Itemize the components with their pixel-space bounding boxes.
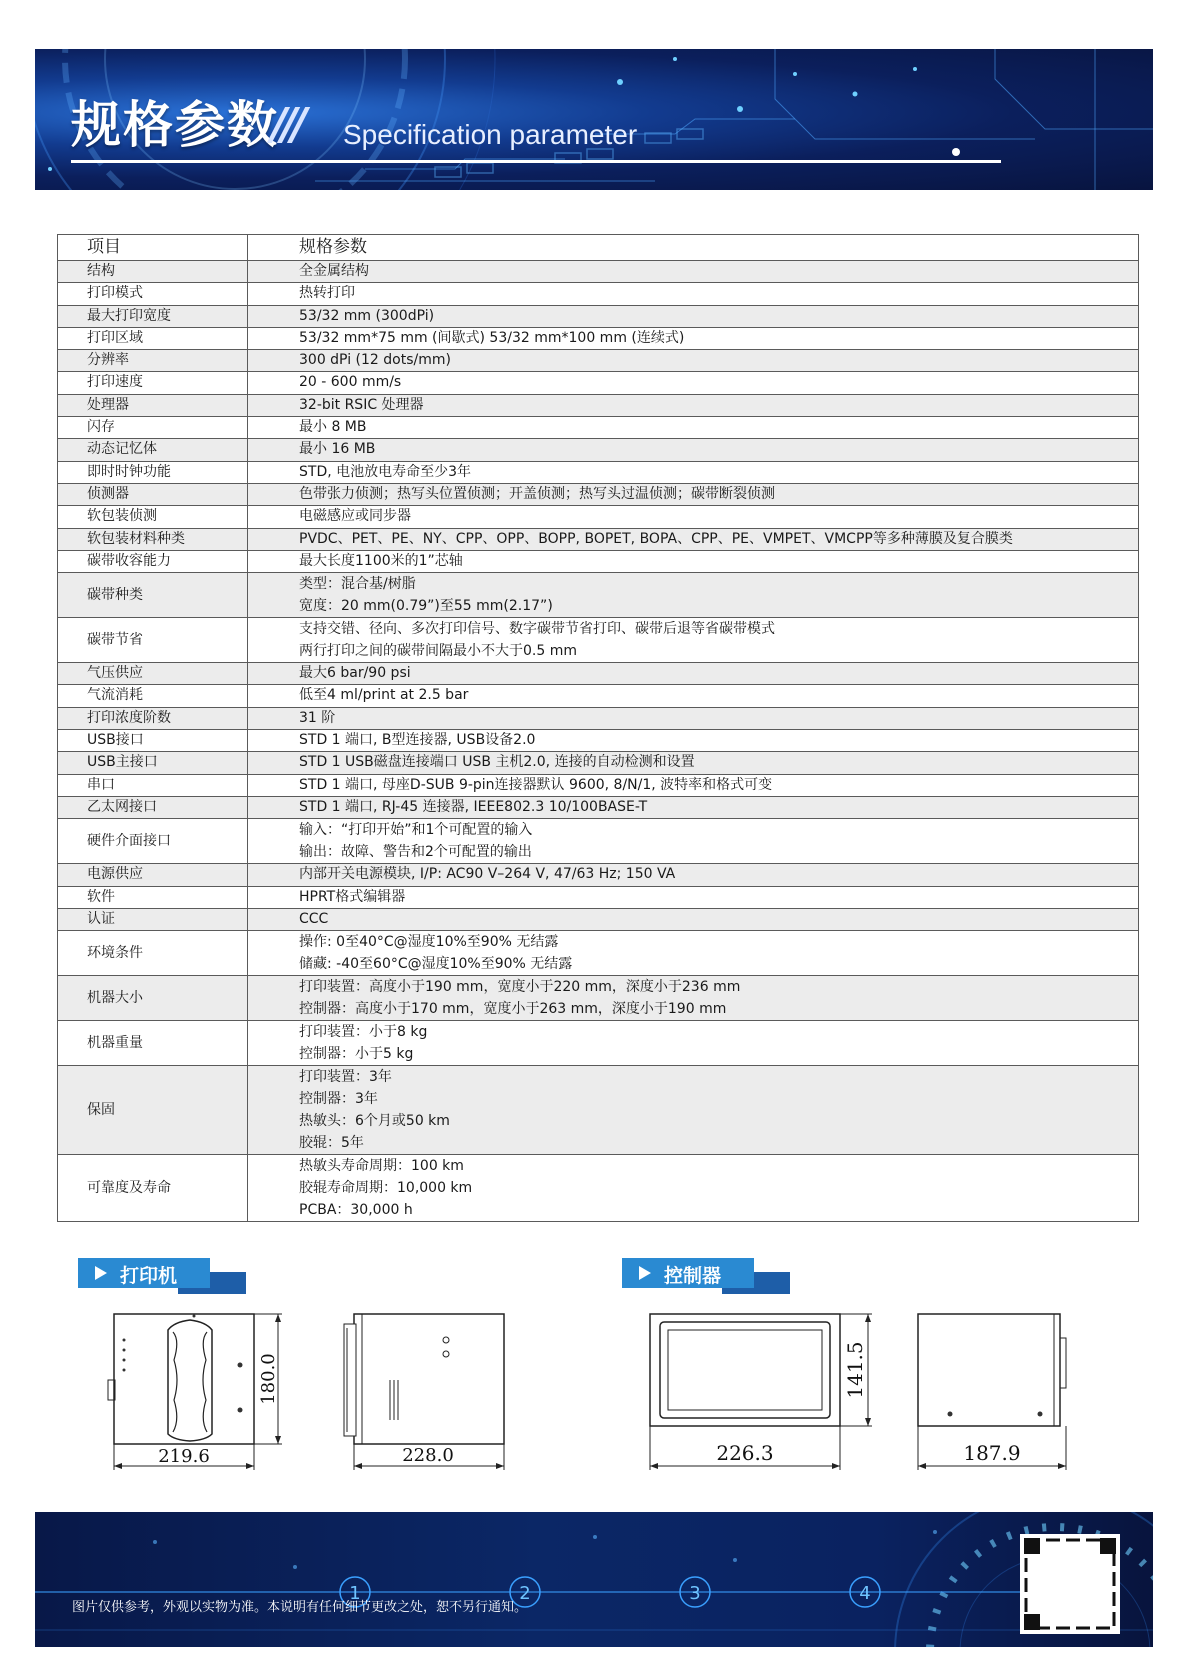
- title-underline: [71, 160, 1001, 163]
- row-label: 即时时钟功能: [58, 461, 248, 483]
- row-value-line: STD 1 端口, RJ-45 连接器, IEEE802.3 10/100BASE-T: [299, 798, 648, 815]
- row-value: [248, 483, 1139, 505]
- table-row: [58, 685, 1139, 707]
- row-value-line: 类型：混合基/树脂: [299, 576, 416, 593]
- table-row: [58, 350, 1139, 372]
- underline-dot: [952, 148, 960, 156]
- row-label: 分辨率: [58, 350, 248, 372]
- row-value-line: 热敏头寿命周期：100 km: [299, 1158, 464, 1175]
- page-subtitle: Specification parameter: [343, 119, 638, 150]
- row-value-line: 低至4 ml/print at 2.5 bar: [299, 687, 469, 704]
- page-title: 规格参数: [71, 96, 279, 154]
- row-label: 电源供应: [58, 864, 248, 886]
- table-row: [58, 707, 1139, 729]
- row-value: [248, 461, 1139, 483]
- row-value-line: 打印装置：小于8 kg: [299, 1024, 428, 1041]
- table-row: [58, 886, 1139, 908]
- row-value-line: 输入：“打印开始”和1个可配置的输入: [299, 822, 533, 839]
- row-label: USB主接口: [58, 752, 248, 774]
- table-row: [58, 283, 1139, 305]
- table-row: [58, 528, 1139, 550]
- row-value-line: PCBA：30,000 h: [299, 1202, 413, 1219]
- row-label: 最大打印宽度: [58, 305, 248, 327]
- spec-table: [57, 234, 1139, 1222]
- row-value: [248, 261, 1139, 283]
- row-value-line: 胶辊：5年: [299, 1135, 364, 1152]
- row-value-line: 20 - 600 mm/s: [299, 374, 402, 391]
- row-value: [248, 618, 1139, 663]
- table-row: [58, 483, 1139, 505]
- table-row: [58, 774, 1139, 796]
- row-label: 机器重量: [58, 1021, 248, 1066]
- row-value-line: STD 1 USB磁盘连接端口 USB 主机2.0, 连接的自动检测和设置: [299, 754, 695, 771]
- row-label: 结构: [58, 261, 248, 283]
- row-label: 气流消耗: [58, 685, 248, 707]
- row-label: USB接口: [58, 730, 248, 752]
- row-label: 碳带种类: [58, 573, 248, 618]
- printer-width-label: 219.6: [158, 1446, 210, 1467]
- row-label: 机器大小: [58, 976, 248, 1021]
- play-icon: [639, 1266, 651, 1280]
- row-value-line: 最小 8 MB: [299, 419, 367, 436]
- table-row: [58, 752, 1139, 774]
- row-value: [248, 417, 1139, 439]
- spec-table-body: [58, 261, 1139, 1222]
- row-value: [248, 1066, 1139, 1155]
- row-label: 闪存: [58, 417, 248, 439]
- table-row: [58, 261, 1139, 283]
- controller-height-label: 141.5: [843, 1341, 867, 1399]
- table-row: [58, 394, 1139, 416]
- controller-label: 控制器: [622, 1258, 790, 1296]
- row-value-line: 全金属结构: [299, 263, 369, 279]
- table-row: [58, 730, 1139, 752]
- row-value-line: CCC: [299, 910, 329, 927]
- row-label: 处理器: [58, 394, 248, 416]
- qr-code: [1020, 1534, 1120, 1634]
- step-4: 4: [859, 1583, 871, 1604]
- row-label: 认证: [58, 908, 248, 930]
- row-value: [248, 506, 1139, 528]
- table-row: [58, 618, 1139, 663]
- row-value-line: 胶辊寿命周期：10,000 km: [299, 1180, 473, 1197]
- row-label: 硬件介面接口: [58, 819, 248, 864]
- table-row: [58, 796, 1139, 818]
- row-label: 可靠度及寿命: [58, 1155, 248, 1222]
- row-label: 打印区域: [58, 327, 248, 349]
- row-value-line: 支持交错、径向、多次打印信号、数字碳带节省打印、碳带后退等省碳带模式: [299, 621, 775, 638]
- table-row: [58, 908, 1139, 930]
- footer-banner: [35, 1512, 1153, 1647]
- row-value: [248, 327, 1139, 349]
- header-banner: [35, 49, 1153, 190]
- row-value-line: 53/32 mm*75 mm (间歇式) 53/32 mm*100 mm (连续式): [299, 329, 685, 346]
- row-value: [248, 550, 1139, 572]
- row-value-line: PVDC、PET、PE、NY、CPP、OPP、BOPP, BOPET, BOPA、CPP、PE、VMPET、VMCPP等多种薄膜及复合膜类: [299, 530, 1013, 547]
- row-value: [248, 439, 1139, 461]
- row-label: 打印浓度阶数: [58, 707, 248, 729]
- row-value-line: 打印装置：高度小于190 mm，宽度小于220 mm，深度小于236 mm: [299, 979, 741, 996]
- row-value-line: 电磁感应或同步器: [299, 508, 411, 525]
- row-value: [248, 730, 1139, 752]
- row-value-line: 最大6 bar/90 psi: [299, 665, 411, 682]
- table-row: [58, 372, 1139, 394]
- footer-disclaimer: 图片仅供参考，外观以实物为准。本说明有任何细节更改之处，恕不另行通知。: [72, 1600, 528, 1615]
- table-row: [58, 506, 1139, 528]
- row-label: 气压供应: [58, 663, 248, 685]
- table-row: [58, 439, 1139, 461]
- row-value-line: 热敏头：6个月或50 km: [299, 1113, 450, 1130]
- row-label: 打印速度: [58, 372, 248, 394]
- row-value-line: 储藏: -40至60°C@湿度10%至90% 无结露: [299, 956, 573, 973]
- row-value: [248, 752, 1139, 774]
- row-value: [248, 931, 1139, 976]
- row-value: [248, 774, 1139, 796]
- row-value-line: 最大长度1100米的1”芯轴: [299, 552, 463, 569]
- row-value-line: 31 阶: [299, 709, 336, 726]
- row-label: 软件: [58, 886, 248, 908]
- row-value: [248, 305, 1139, 327]
- controller-drawing: [640, 1308, 1110, 1478]
- row-value-line: 控制器：高度小于170 mm，宽度小于263 mm，深度小于190 mm: [299, 1001, 727, 1018]
- row-value: [248, 886, 1139, 908]
- row-label: 保固: [58, 1066, 248, 1155]
- row-value: [248, 663, 1139, 685]
- row-label: 软包装侦测: [58, 506, 248, 528]
- row-value-line: STD, 电池放电寿命至少3年: [299, 463, 472, 480]
- step-3: 3: [689, 1583, 701, 1604]
- row-value-line: 两行打印之间的碳带间隔最小不大于0.5 mm: [299, 643, 577, 660]
- table-row: [58, 931, 1139, 976]
- row-label: 碳带节省: [58, 618, 248, 663]
- row-value-line: STD 1 端口, B型连接器, USB设备2.0: [299, 732, 536, 749]
- footer-decoration: [35, 1512, 1153, 1647]
- row-value-line: 宽度：20 mm(0.79”)至55 mm(2.17”): [299, 598, 553, 615]
- printer-drawing: [100, 1310, 520, 1480]
- row-value-line: 最小 16 MB: [299, 441, 376, 458]
- row-value: [248, 908, 1139, 930]
- row-label: 串口: [58, 774, 248, 796]
- row-label: 环境条件: [58, 931, 248, 976]
- row-label: 乙太网接口: [58, 796, 248, 818]
- row-value: [248, 573, 1139, 618]
- row-value: [248, 685, 1139, 707]
- row-value: [248, 796, 1139, 818]
- table-row: [58, 305, 1139, 327]
- row-label: 动态记忆体: [58, 439, 248, 461]
- row-label: 软包装材料种类: [58, 528, 248, 550]
- row-label: 碳带收容能力: [58, 550, 248, 572]
- row-value-line: 内部开关电源模块, I/P: AC90 V–264 V, 47/63 Hz; 150 VA: [299, 866, 676, 883]
- table-row: [58, 663, 1139, 685]
- row-value: [248, 864, 1139, 886]
- step-2: 2: [519, 1583, 531, 1604]
- table-row: [58, 550, 1139, 572]
- row-value-line: 控制器：小于5 kg: [299, 1046, 414, 1063]
- row-value-line: 操作: 0至40°C@湿度10%至90% 无结露: [299, 934, 559, 951]
- row-value: [248, 976, 1139, 1021]
- row-value-line: 控制器：3年: [299, 1091, 378, 1108]
- row-label: 侦测器: [58, 483, 248, 505]
- row-value-line: 53/32 mm (300dPi): [299, 307, 435, 324]
- row-value-line: 热转打印: [299, 285, 355, 302]
- printer-label: 打印机: [78, 1258, 246, 1296]
- table-row: [58, 864, 1139, 886]
- row-value: [248, 819, 1139, 864]
- row-value: [248, 372, 1139, 394]
- row-value-line: 输出：故障、警告和2个可配置的输出: [299, 844, 532, 861]
- row-value-line: 打印装置：3年: [299, 1069, 392, 1086]
- table-row: [58, 327, 1139, 349]
- row-value-line: 300 dPi (12 dots/mm): [299, 352, 451, 369]
- step-1: 1: [349, 1583, 361, 1604]
- table-row: [58, 819, 1139, 864]
- controller-depth-label: 187.9: [963, 1441, 1021, 1465]
- row-value: [248, 528, 1139, 550]
- table-row: [58, 417, 1139, 439]
- spec-table-header: [58, 235, 1139, 261]
- row-value-line: HPRT格式编辑器: [299, 888, 406, 905]
- play-icon: [95, 1266, 107, 1280]
- row-value: [248, 707, 1139, 729]
- row-value-line: STD 1 端口, 母座D-SUB 9-pin连接器默认 9600, 8/N/1, 波特率和格式可变: [299, 776, 773, 793]
- table-row: [58, 1021, 1139, 1066]
- row-value: [248, 394, 1139, 416]
- row-value: [248, 1155, 1139, 1222]
- table-row: [58, 1066, 1139, 1155]
- printer-depth-label: 228.0: [402, 1445, 454, 1466]
- table-row: [58, 573, 1139, 618]
- table-row: [58, 976, 1139, 1021]
- row-label: 打印模式: [58, 283, 248, 305]
- header-spec: 规格参数: [248, 235, 1139, 261]
- printer-height-label: 180.0: [258, 1353, 279, 1405]
- title-slashes-decoration: ///: [271, 99, 302, 150]
- row-value-line: 32-bit RSIC 处理器: [299, 396, 424, 413]
- header-item: 项目: [58, 235, 248, 261]
- row-value: [248, 1021, 1139, 1066]
- table-row: [58, 1155, 1139, 1222]
- row-value: [248, 350, 1139, 372]
- row-value-line: 色带张力侦测；热写头位置侦测；开盖侦测；热写头过温侦测；碳带断裂侦测: [299, 485, 775, 502]
- controller-width-label: 226.3: [716, 1441, 774, 1465]
- row-value: [248, 283, 1139, 305]
- table-row: [58, 461, 1139, 483]
